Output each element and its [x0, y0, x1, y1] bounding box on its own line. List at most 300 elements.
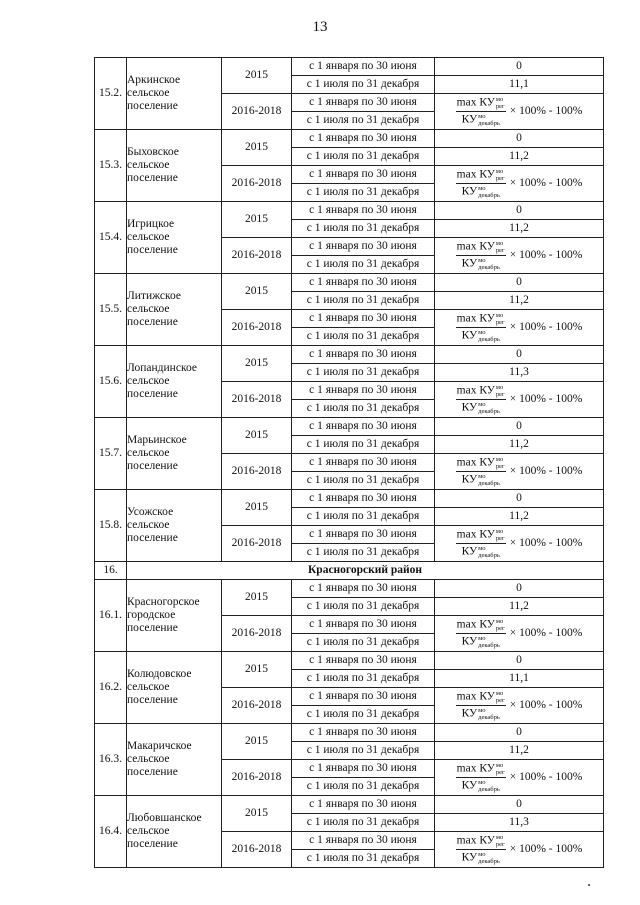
formula-num-sub: рег [495, 625, 505, 632]
value-second-half: 11,2 [435, 220, 604, 238]
formula-cell [435, 688, 604, 724]
settlement-name [127, 202, 222, 274]
formula-max: max КУ [456, 528, 495, 541]
row-number: 15.2. [95, 58, 127, 130]
formula-den: КУ [461, 329, 478, 342]
formula-fraction [456, 168, 506, 199]
formula-den-sub: декабрь [478, 192, 500, 199]
formula-den-scripts [478, 329, 500, 343]
formula-den-sub: декабрь [478, 786, 500, 793]
formula-num-sub: рег [495, 391, 505, 398]
period-first-half: с 1 января по 30 июня [292, 832, 435, 850]
tariff-formula [435, 96, 603, 127]
formula-num-sub: рег [495, 841, 505, 848]
formula-num-sup: мо [495, 618, 504, 625]
formula-num-sup: мо [495, 240, 504, 247]
formula-denominator [462, 778, 500, 793]
tariff-formula [435, 618, 603, 649]
period-second-half: с 1 июля по 31 декабря [292, 256, 435, 274]
formula-den-sub: декабрь [478, 336, 500, 343]
formula-num-scripts [496, 312, 505, 326]
year-2015: 2015 [222, 796, 292, 832]
formula-max: max КУ [456, 96, 495, 109]
formula-numerator [456, 312, 506, 328]
formula-cell [435, 382, 604, 418]
formula-cell [435, 94, 604, 130]
settlement-name [127, 58, 222, 130]
period-first-half: с 1 января по 30 июня [292, 490, 435, 508]
table-row [95, 58, 604, 76]
formula-fraction [456, 528, 506, 559]
period-second-half: с 1 июля по 31 декабря [292, 742, 435, 760]
value-second-half: 11,2 [435, 292, 604, 310]
formula-den: КУ [461, 401, 478, 414]
table-row [95, 796, 604, 814]
formula-num-scripts [496, 762, 505, 776]
period-second-half: с 1 июля по 31 декабря [292, 76, 435, 94]
period-second-half: с 1 июля по 31 декабря [292, 778, 435, 796]
value-first-half: 0 [435, 418, 604, 436]
period-first-half: с 1 января по 30 июня [292, 616, 435, 634]
period-first-half: с 1 января по 30 июня [292, 346, 435, 364]
formula-den-sub: декабрь [478, 480, 500, 487]
formula-numerator [456, 168, 506, 184]
formula-max: max КУ [456, 834, 495, 847]
formula-fraction [456, 834, 506, 865]
formula-num-sup: мо [495, 690, 504, 697]
formula-tail: × 100% - 100% [509, 698, 583, 711]
formula-cell [435, 310, 604, 346]
value-first-half: 0 [435, 724, 604, 742]
formula-den: КУ [461, 707, 478, 720]
scan-dot [588, 884, 590, 886]
period-second-half: с 1 июля по 31 декабря [292, 598, 435, 616]
formula-denominator [462, 544, 500, 559]
formula-tail: × 100% - 100% [509, 320, 583, 333]
tariff-formula [435, 240, 603, 271]
year-range: 2016-2018 [222, 94, 292, 130]
formula-denominator [462, 850, 500, 865]
settlement-name [127, 418, 222, 490]
district-number: 16. [95, 562, 127, 580]
formula-max: max КУ [456, 240, 495, 253]
value-first-half: 0 [435, 202, 604, 220]
settlement-name-line: сельское [127, 518, 170, 531]
settlement-name-line: сельское [127, 680, 170, 693]
year-2015: 2015 [222, 580, 292, 616]
settlement-name-line: Марьинское [127, 433, 187, 446]
period-first-half: с 1 января по 30 июня [292, 724, 435, 742]
settlement-name-line: поселение [127, 694, 178, 707]
formula-denominator [462, 706, 500, 721]
formula-num-scripts [496, 618, 505, 632]
formula-den: КУ [461, 185, 478, 198]
formula-max: max КУ [456, 168, 495, 181]
year-range: 2016-2018 [222, 688, 292, 724]
formula-den-sup: мо [478, 473, 486, 480]
settlement-name-line: поселение [127, 838, 178, 851]
settlement-name-line: Лопандинское [127, 361, 197, 374]
period-second-half: с 1 июля по 31 декабря [292, 814, 435, 832]
formula-max: max КУ [456, 690, 495, 703]
formula-fraction [456, 618, 506, 649]
tariff-table [94, 57, 604, 868]
value-second-half: 11,3 [435, 364, 604, 382]
value-second-half: 11,2 [435, 508, 604, 526]
row-number: 16.1. [95, 580, 127, 652]
year-range: 2016-2018 [222, 760, 292, 796]
period-first-half: с 1 января по 30 июня [292, 202, 435, 220]
period-first-half: с 1 января по 30 июня [292, 238, 435, 256]
formula-num-sub: рег [495, 103, 505, 110]
table-row [95, 202, 604, 220]
period-first-half: с 1 января по 30 июня [292, 418, 435, 436]
period-second-half: с 1 июля по 31 декабря [292, 364, 435, 382]
formula-num-scripts [496, 456, 505, 470]
settlement-name-line: Аркинское [127, 73, 181, 86]
formula-den-sub: декабрь [478, 264, 500, 271]
formula-den-scripts [478, 707, 500, 721]
settlement-name [127, 274, 222, 346]
formula-numerator [456, 96, 506, 112]
period-first-half: с 1 января по 30 июня [292, 94, 435, 112]
table-row [95, 580, 604, 598]
formula-num-sub: рег [495, 769, 505, 776]
settlement-name [127, 130, 222, 202]
tariff-table-body [95, 58, 604, 868]
period-first-half: с 1 января по 30 июня [292, 58, 435, 76]
formula-tail: × 100% - 100% [509, 392, 583, 405]
value-first-half: 0 [435, 796, 604, 814]
value-second-half: 11,3 [435, 814, 604, 832]
settlement-name-line: Усожское [127, 505, 174, 518]
district-title: Красногорский район [127, 562, 604, 580]
formula-den-sub: декабрь [478, 858, 500, 865]
formula-numerator [456, 618, 506, 634]
formula-fraction [456, 456, 506, 487]
table-row [95, 490, 604, 508]
formula-cell [435, 454, 604, 490]
period-first-half: с 1 января по 30 июня [292, 688, 435, 706]
year-range: 2016-2018 [222, 238, 292, 274]
formula-den: КУ [461, 851, 478, 864]
formula-max: max КУ [456, 762, 495, 775]
formula-den: КУ [461, 545, 478, 558]
district-row [95, 562, 604, 580]
formula-cell [435, 832, 604, 868]
formula-cell [435, 238, 604, 274]
row-number: 15.8. [95, 490, 127, 562]
year-range: 2016-2018 [222, 616, 292, 652]
formula-tail: × 100% - 100% [509, 464, 583, 477]
settlement-name-line: сельское [127, 230, 170, 243]
value-second-half: 11,2 [435, 598, 604, 616]
formula-fraction [456, 690, 506, 721]
formula-den-sup: мо [478, 185, 486, 192]
year-2015: 2015 [222, 724, 292, 760]
formula-tail: × 100% - 100% [509, 842, 583, 855]
formula-num-sub: рег [495, 247, 505, 254]
value-second-half: 11,2 [435, 742, 604, 760]
formula-tail: × 100% - 100% [509, 626, 583, 639]
formula-num-sup: мо [495, 456, 504, 463]
period-second-half: с 1 июля по 31 декабря [292, 706, 435, 724]
value-first-half: 0 [435, 274, 604, 292]
formula-fraction [456, 240, 506, 271]
formula-den-scripts [478, 545, 500, 559]
settlement-name [127, 796, 222, 868]
tariff-formula [435, 690, 603, 721]
settlement-name-line: Литижское [127, 289, 181, 302]
row-number: 15.4. [95, 202, 127, 274]
formula-den-scripts [478, 851, 500, 865]
formula-tail: × 100% - 100% [509, 248, 583, 261]
row-number: 16.4. [95, 796, 127, 868]
formula-den-scripts [478, 473, 500, 487]
formula-den-sub: декабрь [478, 408, 500, 415]
formula-fraction [456, 96, 506, 127]
value-first-half: 0 [435, 130, 604, 148]
formula-num-sub: рег [495, 463, 505, 470]
period-second-half: с 1 июля по 31 декабря [292, 220, 435, 238]
settlement-name-line: поселение [127, 100, 178, 113]
formula-fraction [456, 762, 506, 793]
year-range: 2016-2018 [222, 382, 292, 418]
value-second-half: 11,2 [435, 148, 604, 166]
formula-num-sub: рег [495, 697, 505, 704]
year-range: 2016-2018 [222, 310, 292, 346]
formula-tail: × 100% - 100% [509, 104, 583, 117]
settlement-name [127, 724, 222, 796]
period-second-half: с 1 июля по 31 декабря [292, 184, 435, 202]
formula-den-sub: декабрь [478, 120, 500, 127]
formula-den: КУ [461, 113, 478, 126]
formula-den-sup: мо [478, 545, 486, 552]
formula-den-sub: декабрь [478, 642, 500, 649]
period-second-half: с 1 июля по 31 декабря [292, 400, 435, 418]
formula-den-sup: мо [478, 779, 486, 786]
formula-num-sub: рег [495, 175, 505, 182]
formula-den-scripts [478, 635, 500, 649]
settlement-name-line: Красногорское [127, 595, 200, 608]
tariff-formula [435, 168, 603, 199]
settlement-name-line: поселение [127, 244, 178, 257]
year-2015: 2015 [222, 202, 292, 238]
formula-num-scripts [496, 384, 505, 398]
period-second-half: с 1 июля по 31 декабря [292, 112, 435, 130]
formula-denominator [462, 112, 500, 127]
period-first-half: с 1 января по 30 июня [292, 526, 435, 544]
formula-den-sup: мо [478, 707, 486, 714]
formula-cell [435, 616, 604, 652]
formula-denominator [462, 328, 500, 343]
settlement-name-line: сельское [127, 824, 170, 837]
formula-denominator [462, 184, 500, 199]
period-first-half: с 1 января по 30 июня [292, 796, 435, 814]
year-range: 2016-2018 [222, 526, 292, 562]
settlement-name [127, 652, 222, 724]
period-first-half: с 1 января по 30 июня [292, 310, 435, 328]
period-first-half: с 1 января по 30 июня [292, 130, 435, 148]
row-number: 16.2. [95, 652, 127, 724]
formula-den-sup: мо [478, 113, 486, 120]
year-2015: 2015 [222, 652, 292, 688]
formula-num-sup: мо [495, 384, 504, 391]
table-row [95, 274, 604, 292]
formula-cell [435, 166, 604, 202]
formula-numerator [456, 528, 506, 544]
formula-num-sub: рег [495, 319, 505, 326]
tariff-formula [435, 312, 603, 343]
formula-numerator [456, 384, 506, 400]
settlement-name-line: поселение [127, 622, 178, 635]
formula-denominator [462, 472, 500, 487]
row-number: 16.3. [95, 724, 127, 796]
formula-num-sup: мо [495, 312, 504, 319]
settlement-name [127, 490, 222, 562]
settlement-name-line: сельское [127, 302, 170, 315]
year-2015: 2015 [222, 490, 292, 526]
formula-num-scripts [496, 168, 505, 182]
table-row [95, 346, 604, 364]
period-second-half: с 1 июля по 31 декабря [292, 148, 435, 166]
value-first-half: 0 [435, 490, 604, 508]
row-number: 15.6. [95, 346, 127, 418]
formula-numerator [456, 762, 506, 778]
period-first-half: с 1 января по 30 июня [292, 580, 435, 598]
year-2015: 2015 [222, 274, 292, 310]
settlement-name-line: городское [127, 608, 176, 621]
formula-tail: × 100% - 100% [509, 176, 583, 189]
formula-num-sub: рег [495, 535, 505, 542]
formula-den-scripts [478, 113, 500, 127]
settlement-name-line: Колюдовское [127, 667, 192, 680]
formula-den-scripts [478, 185, 500, 199]
tariff-formula [435, 762, 603, 793]
formula-num-sup: мо [495, 762, 504, 769]
tariff-formula [435, 834, 603, 865]
page-number: 13 [312, 19, 328, 35]
settlement-name-line: Быховское [127, 145, 179, 158]
formula-den-sup: мо [478, 851, 486, 858]
period-first-half: с 1 января по 30 июня [292, 760, 435, 778]
period-second-half: с 1 июля по 31 декабря [292, 508, 435, 526]
period-second-half: с 1 июля по 31 декабря [292, 850, 435, 868]
value-second-half: 11,2 [435, 436, 604, 454]
period-second-half: с 1 июля по 31 декабря [292, 472, 435, 490]
tariff-formula [435, 384, 603, 415]
settlement-name-line: Макаричское [127, 739, 192, 752]
row-number: 15.7. [95, 418, 127, 490]
formula-den-sup: мо [478, 257, 486, 264]
period-first-half: с 1 января по 30 июня [292, 652, 435, 670]
formula-max: max КУ [456, 312, 495, 325]
period-first-half: с 1 января по 30 июня [292, 454, 435, 472]
settlement-name-line: сельское [127, 86, 170, 99]
formula-den: КУ [461, 257, 478, 270]
period-first-half: с 1 января по 30 июня [292, 382, 435, 400]
formula-fraction [456, 384, 506, 415]
value-second-half: 11,1 [435, 670, 604, 688]
table-row [95, 418, 604, 436]
year-range: 2016-2018 [222, 832, 292, 868]
formula-den-scripts [478, 401, 500, 415]
formula-denominator [462, 634, 500, 649]
row-number: 15.3. [95, 130, 127, 202]
formula-cell [435, 526, 604, 562]
formula-denominator [462, 400, 500, 415]
period-second-half: с 1 июля по 31 декабря [292, 634, 435, 652]
value-first-half: 0 [435, 652, 604, 670]
settlement-name-line: поселение [127, 460, 178, 473]
tariff-formula [435, 528, 603, 559]
settlement-name-line: Любовшанское [127, 811, 202, 824]
period-second-half: с 1 июля по 31 декабря [292, 328, 435, 346]
formula-num-sup: мо [495, 834, 504, 841]
formula-numerator [456, 456, 506, 472]
formula-max: max КУ [456, 384, 495, 397]
period-second-half: с 1 июля по 31 декабря [292, 544, 435, 562]
formula-cell [435, 760, 604, 796]
formula-den-sup: мо [478, 329, 486, 336]
row-number: 15.5. [95, 274, 127, 346]
formula-tail: × 100% - 100% [509, 536, 583, 549]
year-range: 2016-2018 [222, 454, 292, 490]
settlement-name-line: сельское [127, 752, 170, 765]
formula-numerator [456, 834, 506, 850]
formula-fraction [456, 312, 506, 343]
formula-den: КУ [461, 473, 478, 486]
year-2015: 2015 [222, 418, 292, 454]
formula-num-scripts [496, 690, 505, 704]
settlement-name [127, 580, 222, 652]
table-row [95, 130, 604, 148]
settlement-name-line: сельское [127, 374, 170, 387]
settlement-name-line: сельское [127, 158, 170, 171]
formula-den-scripts [478, 779, 500, 793]
year-2015: 2015 [222, 130, 292, 166]
year-range: 2016-2018 [222, 166, 292, 202]
settlement-name-line: сельское [127, 446, 170, 459]
settlement-name-line: поселение [127, 172, 178, 185]
period-first-half: с 1 января по 30 июня [292, 274, 435, 292]
settlement-name-line: поселение [127, 316, 178, 329]
formula-denominator [462, 256, 500, 271]
settlement-name [127, 346, 222, 418]
table-row [95, 652, 604, 670]
formula-num-sup: мо [495, 96, 504, 103]
formula-den-sup: мо [478, 635, 486, 642]
formula-num-sup: мо [495, 528, 504, 535]
formula-den: КУ [461, 779, 478, 792]
formula-num-scripts [496, 240, 505, 254]
settlement-name-line: поселение [127, 766, 178, 779]
formula-max: max КУ [456, 456, 495, 469]
formula-num-scripts [496, 96, 505, 110]
period-second-half: с 1 июля по 31 декабря [292, 670, 435, 688]
value-first-half: 0 [435, 346, 604, 364]
formula-num-sup: мо [495, 168, 504, 175]
settlement-name-line: поселение [127, 388, 178, 401]
period-first-half: с 1 января по 30 июня [292, 166, 435, 184]
formula-den-sub: декабрь [478, 714, 500, 721]
settlement-name-line: поселение [127, 532, 178, 545]
formula-num-scripts [496, 834, 505, 848]
settlement-name-line: Игрицкое [127, 217, 175, 230]
value-second-half: 11,1 [435, 76, 604, 94]
formula-tail: × 100% - 100% [509, 770, 583, 783]
year-2015: 2015 [222, 58, 292, 94]
